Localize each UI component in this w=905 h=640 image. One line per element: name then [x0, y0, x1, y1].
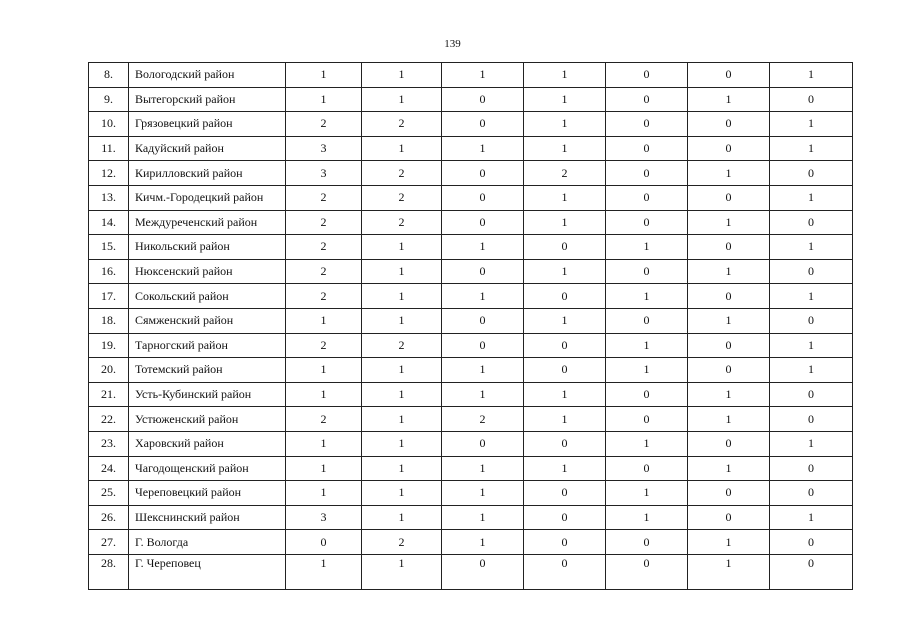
row-number-cell: 23.	[89, 431, 129, 456]
value-cell: 0	[442, 210, 524, 235]
district-name-cell: Г. Череповец	[129, 554, 286, 589]
value-cell: 0	[770, 161, 853, 186]
district-name-cell: Сокольский район	[129, 284, 286, 309]
district-name-cell: Г. Вологда	[129, 530, 286, 555]
district-name-cell: Никольский район	[129, 235, 286, 260]
value-cell: 3	[286, 505, 362, 530]
value-cell: 0	[770, 308, 853, 333]
value-cell: 0	[688, 284, 770, 309]
value-cell: 2	[362, 112, 442, 137]
row-number-cell: 24.	[89, 456, 129, 481]
value-cell: 0	[688, 112, 770, 137]
value-cell: 1	[606, 284, 688, 309]
value-cell: 0	[770, 259, 853, 284]
table-row	[89, 284, 853, 309]
district-name-cell: Устюженский район	[129, 407, 286, 432]
value-cell: 1	[362, 481, 442, 506]
table-row	[89, 333, 853, 358]
value-cell: 1	[442, 456, 524, 481]
value-cell: 1	[442, 63, 524, 88]
value-cell: 1	[770, 136, 853, 161]
value-cell: 2	[286, 112, 362, 137]
district-name-cell: Нюксенский район	[129, 259, 286, 284]
value-cell: 0	[688, 333, 770, 358]
value-cell: 1	[770, 185, 853, 210]
value-cell: 0	[770, 210, 853, 235]
table-row	[89, 481, 853, 506]
table-row	[89, 210, 853, 235]
row-number-cell: 15.	[89, 235, 129, 260]
value-cell: 2	[524, 161, 606, 186]
district-name-cell: Кирилловский район	[129, 161, 286, 186]
value-cell: 1	[442, 136, 524, 161]
value-cell: 1	[362, 431, 442, 456]
value-cell: 0	[442, 161, 524, 186]
value-cell: 2	[286, 235, 362, 260]
value-cell: 1	[606, 235, 688, 260]
value-cell: 0	[770, 456, 853, 481]
value-cell: 2	[286, 333, 362, 358]
value-cell: 0	[606, 407, 688, 432]
value-cell: 1	[442, 358, 524, 383]
district-name-cell: Шекснинский район	[129, 505, 286, 530]
value-cell: 0	[524, 284, 606, 309]
value-cell: 1	[688, 161, 770, 186]
value-cell: 1	[524, 87, 606, 112]
value-cell: 2	[286, 407, 362, 432]
value-cell: 1	[362, 407, 442, 432]
row-number-cell: 25.	[89, 481, 129, 506]
value-cell: 0	[524, 235, 606, 260]
value-cell: 0	[606, 112, 688, 137]
page-number: 139	[444, 38, 461, 50]
value-cell: 0	[606, 161, 688, 186]
value-cell: 1	[362, 554, 442, 589]
row-number-cell: 17.	[89, 284, 129, 309]
value-cell: 0	[606, 136, 688, 161]
value-cell: 2	[286, 210, 362, 235]
table-row	[89, 235, 853, 260]
value-cell: 1	[286, 481, 362, 506]
row-number-cell: 9.	[89, 87, 129, 112]
value-cell: 0	[606, 87, 688, 112]
value-cell: 1	[688, 382, 770, 407]
district-name-cell: Чагодощенский район	[129, 456, 286, 481]
value-cell: 1	[362, 259, 442, 284]
table-row	[89, 530, 853, 555]
table-row	[89, 63, 853, 88]
district-name-cell: Усть-Кубинский район	[129, 382, 286, 407]
value-cell: 0	[606, 308, 688, 333]
value-cell: 1	[524, 308, 606, 333]
value-cell: 2	[286, 259, 362, 284]
value-cell: 0	[524, 333, 606, 358]
table-row	[89, 185, 853, 210]
value-cell: 1	[688, 554, 770, 589]
value-cell: 0	[606, 530, 688, 555]
value-cell: 1	[524, 210, 606, 235]
value-cell: 0	[688, 136, 770, 161]
value-cell: 1	[606, 481, 688, 506]
value-cell: 1	[362, 235, 442, 260]
value-cell: 1	[688, 210, 770, 235]
value-cell: 1	[606, 358, 688, 383]
district-name-cell: Междуреченский район	[129, 210, 286, 235]
value-cell: 1	[606, 431, 688, 456]
row-number-cell: 27.	[89, 530, 129, 555]
value-cell: 1	[362, 87, 442, 112]
value-cell: 0	[442, 431, 524, 456]
value-cell: 0	[442, 112, 524, 137]
value-cell: 0	[606, 554, 688, 589]
value-cell: 0	[688, 63, 770, 88]
value-cell: 1	[442, 481, 524, 506]
table-body	[89, 63, 853, 590]
row-number-cell: 14.	[89, 210, 129, 235]
value-cell: 0	[442, 554, 524, 589]
value-cell: 1	[688, 259, 770, 284]
table-row	[89, 407, 853, 432]
value-cell: 1	[770, 112, 853, 137]
value-cell: 1	[524, 136, 606, 161]
value-cell: 1	[362, 284, 442, 309]
value-cell: 1	[286, 456, 362, 481]
value-cell: 1	[524, 456, 606, 481]
value-cell: 0	[286, 530, 362, 555]
district-name-cell: Сямженский район	[129, 308, 286, 333]
value-cell: 2	[362, 185, 442, 210]
district-name-cell: Кичм.-Городецкий район	[129, 185, 286, 210]
value-cell: 1	[770, 284, 853, 309]
row-number-cell: 26.	[89, 505, 129, 530]
district-name-cell: Кадуйский район	[129, 136, 286, 161]
value-cell: 2	[286, 185, 362, 210]
district-name-cell: Тотемский район	[129, 358, 286, 383]
value-cell: 1	[286, 63, 362, 88]
table-row	[89, 112, 853, 137]
value-cell: 0	[442, 185, 524, 210]
value-cell: 1	[362, 358, 442, 383]
value-cell: 1	[286, 358, 362, 383]
value-cell: 1	[362, 456, 442, 481]
value-cell: 0	[606, 382, 688, 407]
value-cell: 0	[606, 259, 688, 284]
district-table	[88, 62, 853, 590]
value-cell: 0	[606, 185, 688, 210]
value-cell: 0	[688, 481, 770, 506]
value-cell: 1	[524, 259, 606, 284]
value-cell: 1	[770, 235, 853, 260]
value-cell: 0	[524, 431, 606, 456]
value-cell: 1	[286, 554, 362, 589]
value-cell: 1	[442, 382, 524, 407]
value-cell: 1	[770, 358, 853, 383]
value-cell: 1	[362, 382, 442, 407]
table-row	[89, 259, 853, 284]
row-number-cell: 21.	[89, 382, 129, 407]
value-cell: 0	[770, 554, 853, 589]
table-row	[89, 456, 853, 481]
value-cell: 0	[688, 185, 770, 210]
table-row	[89, 161, 853, 186]
value-cell: 1	[524, 63, 606, 88]
value-cell: 1	[286, 382, 362, 407]
value-cell: 3	[286, 136, 362, 161]
value-cell: 0	[442, 308, 524, 333]
value-cell: 0	[770, 481, 853, 506]
value-cell: 2	[362, 530, 442, 555]
value-cell: 0	[688, 358, 770, 383]
value-cell: 1	[362, 505, 442, 530]
value-cell: 0	[524, 358, 606, 383]
value-cell: 0	[524, 481, 606, 506]
value-cell: 1	[770, 63, 853, 88]
table-row	[89, 87, 853, 112]
district-name-cell: Харовский район	[129, 431, 286, 456]
value-cell: 0	[524, 530, 606, 555]
value-cell: 2	[362, 333, 442, 358]
value-cell: 0	[770, 87, 853, 112]
row-number-cell: 12.	[89, 161, 129, 186]
value-cell: 2	[286, 284, 362, 309]
value-cell: 1	[362, 136, 442, 161]
value-cell: 0	[770, 530, 853, 555]
value-cell: 0	[688, 505, 770, 530]
table-row	[89, 308, 853, 333]
value-cell: 2	[362, 210, 442, 235]
row-number-cell: 8.	[89, 63, 129, 88]
row-number-cell: 18.	[89, 308, 129, 333]
value-cell: 2	[442, 407, 524, 432]
value-cell: 1	[524, 185, 606, 210]
value-cell: 1	[286, 87, 362, 112]
table-row	[89, 382, 853, 407]
row-number-cell: 19.	[89, 333, 129, 358]
value-cell: 0	[606, 63, 688, 88]
value-cell: 1	[688, 530, 770, 555]
value-cell: 1	[770, 505, 853, 530]
value-cell: 0	[442, 333, 524, 358]
row-number-cell: 20.	[89, 358, 129, 383]
value-cell: 0	[688, 235, 770, 260]
value-cell: 2	[362, 161, 442, 186]
value-cell: 1	[688, 308, 770, 333]
value-cell: 0	[524, 554, 606, 589]
value-cell: 1	[770, 431, 853, 456]
value-cell: 1	[442, 530, 524, 555]
value-cell: 1	[688, 456, 770, 481]
value-cell: 0	[770, 382, 853, 407]
value-cell: 0	[606, 456, 688, 481]
value-cell: 1	[362, 63, 442, 88]
value-cell: 1	[688, 87, 770, 112]
value-cell: 0	[688, 431, 770, 456]
value-cell: 1	[524, 382, 606, 407]
value-cell: 1	[688, 407, 770, 432]
value-cell: 0	[606, 210, 688, 235]
row-number-cell: 16.	[89, 259, 129, 284]
value-cell: 3	[286, 161, 362, 186]
row-number-cell: 13.	[89, 185, 129, 210]
value-cell: 1	[286, 308, 362, 333]
district-name-cell: Тарногский район	[129, 333, 286, 358]
district-name-cell: Вологодский район	[129, 63, 286, 88]
table-row	[89, 505, 853, 530]
table-row	[89, 136, 853, 161]
table-row	[89, 554, 853, 589]
value-cell: 1	[362, 308, 442, 333]
value-cell: 1	[442, 235, 524, 260]
value-cell: 1	[606, 333, 688, 358]
row-number-cell: 10.	[89, 112, 129, 137]
value-cell: 1	[770, 333, 853, 358]
district-name-cell: Вытегорский район	[129, 87, 286, 112]
value-cell: 1	[606, 505, 688, 530]
row-number-cell: 22.	[89, 407, 129, 432]
value-cell: 1	[524, 112, 606, 137]
district-name-cell: Грязовецкий район	[129, 112, 286, 137]
row-number-cell: 11.	[89, 136, 129, 161]
table-row	[89, 358, 853, 383]
value-cell: 1	[524, 407, 606, 432]
district-name-cell: Череповецкий район	[129, 481, 286, 506]
value-cell: 0	[770, 407, 853, 432]
value-cell: 0	[442, 259, 524, 284]
row-number-cell: 28.	[89, 554, 129, 589]
table-row	[89, 431, 853, 456]
value-cell: 1	[442, 505, 524, 530]
value-cell: 1	[286, 431, 362, 456]
value-cell: 1	[442, 284, 524, 309]
value-cell: 0	[442, 87, 524, 112]
value-cell: 0	[524, 505, 606, 530]
